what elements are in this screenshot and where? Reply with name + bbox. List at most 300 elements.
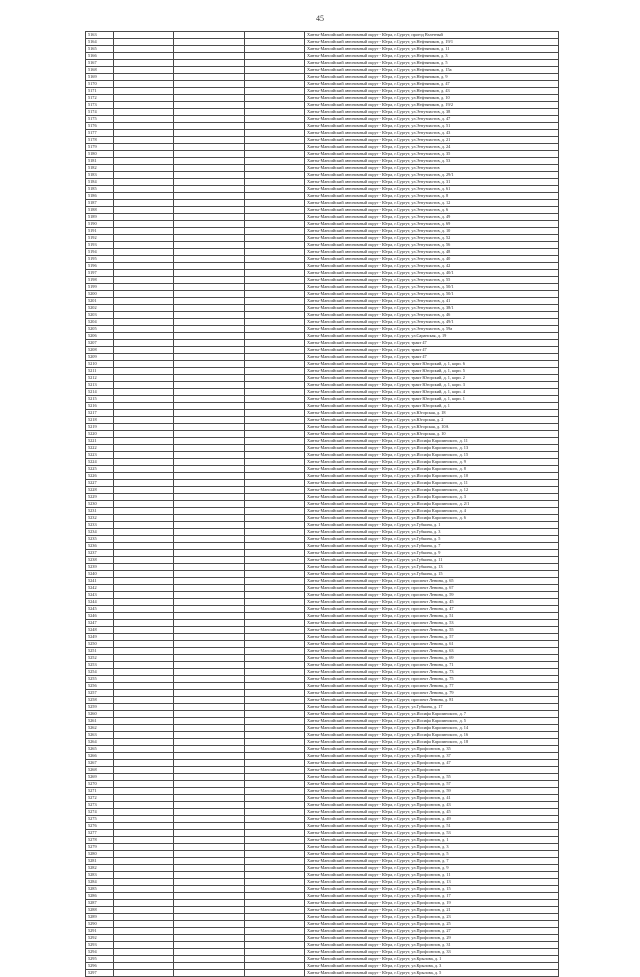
row-number: 5262 xyxy=(86,725,114,732)
cadastral-number xyxy=(114,704,174,711)
row-number: 5189 xyxy=(86,214,114,221)
cadastral-number xyxy=(245,886,305,893)
row-number: 5241 xyxy=(86,578,114,585)
table-row xyxy=(86,641,559,648)
row-number: 5294 xyxy=(86,949,114,956)
address xyxy=(305,578,559,585)
cadastral-number xyxy=(245,564,305,571)
address-prefix: Ханты-Мансийский автономный округ - Югра, г.Сургут, xyxy=(307,305,412,310)
cadastral-number xyxy=(245,312,305,319)
row-number: 5224 xyxy=(86,459,114,466)
address-detail: ул.Энтузиастов, д. 29/1 xyxy=(411,172,454,177)
table-row xyxy=(86,949,559,956)
cadastral-number xyxy=(245,235,305,242)
cadastral-number xyxy=(114,130,174,137)
address-detail: ул.Нефтяников, д. 5 xyxy=(411,60,448,65)
table-row xyxy=(86,221,559,228)
cadastral-number xyxy=(174,606,245,613)
cadastral-number xyxy=(245,396,305,403)
address xyxy=(305,655,559,662)
address xyxy=(305,445,559,452)
cadastral-number xyxy=(174,942,245,949)
cadastral-number xyxy=(114,312,174,319)
cadastral-number xyxy=(245,123,305,130)
address-detail: ул.Иосифа Каролинского, д. 11 xyxy=(411,438,468,443)
address xyxy=(305,396,559,403)
cadastral-number xyxy=(174,669,245,676)
address-prefix: Ханты-Мансийский автономный округ - Югра, г.Сургут, xyxy=(307,417,412,422)
row-number: 5271 xyxy=(86,788,114,795)
address xyxy=(305,634,559,641)
row-number: 5198 xyxy=(86,277,114,284)
cadastral-number xyxy=(114,683,174,690)
table-row xyxy=(86,802,559,809)
table-row xyxy=(86,697,559,704)
cadastral-number xyxy=(245,830,305,837)
address-detail: ул.Энтузиастов, д. 24 xyxy=(411,144,451,149)
address xyxy=(305,39,559,46)
table-row xyxy=(86,746,559,753)
cadastral-number xyxy=(245,774,305,781)
cadastral-number xyxy=(114,74,174,81)
address-detail: ул.Профсоюзов, д. 9 xyxy=(411,865,449,870)
cadastral-number xyxy=(114,46,174,53)
cadastral-number xyxy=(114,620,174,627)
cadastral-number xyxy=(114,809,174,816)
address-prefix: Ханты-Мансийский автономный округ - Югра, г.Сургут, xyxy=(307,900,412,905)
table-row xyxy=(86,452,559,459)
table-row xyxy=(86,606,559,613)
table-row xyxy=(86,88,559,95)
table-row xyxy=(86,592,559,599)
cadastral-number xyxy=(114,522,174,529)
address xyxy=(305,144,559,151)
address xyxy=(305,809,559,816)
address xyxy=(305,151,559,158)
table-row xyxy=(86,928,559,935)
address-detail: проспект Ленина, д. 71 xyxy=(411,662,454,667)
cadastral-number xyxy=(245,599,305,606)
cadastral-number xyxy=(245,424,305,431)
cadastral-number xyxy=(114,886,174,893)
cadastral-number xyxy=(174,249,245,256)
cadastral-number xyxy=(174,613,245,620)
address xyxy=(305,767,559,774)
cadastral-number xyxy=(245,200,305,207)
cadastral-number xyxy=(114,907,174,914)
address-prefix: Ханты-Мансийский автономный округ - Югра, г.Сургут, xyxy=(307,333,412,338)
row-number: 5199 xyxy=(86,284,114,291)
address-prefix: Ханты-Мансийский автономный округ - Югра, г.Сургут, xyxy=(307,53,412,58)
cadastral-number xyxy=(245,585,305,592)
cadastral-number xyxy=(174,480,245,487)
address xyxy=(305,130,559,137)
cadastral-number xyxy=(174,963,245,970)
address-prefix: Ханты-Мансийский автономный округ - Югра, г.Сургут, xyxy=(307,655,412,660)
address xyxy=(305,872,559,879)
cadastral-number xyxy=(174,438,245,445)
table-row xyxy=(86,333,559,340)
table-row xyxy=(86,235,559,242)
address-prefix: Ханты-Мансийский автономный округ - Югра, г.Сургут, xyxy=(307,340,412,345)
table-row xyxy=(86,522,559,529)
cadastral-number xyxy=(174,67,245,74)
address-prefix: Ханты-Мансийский автономный округ - Югра, г.Сургут, xyxy=(307,788,412,793)
cadastral-number xyxy=(114,193,174,200)
address-prefix: Ханты-Мансийский автономный округ - Югра, г.Сургут, xyxy=(307,886,412,891)
address xyxy=(305,389,559,396)
address-prefix: Ханты-Мансийский автономный округ - Югра, г.Сургут, xyxy=(307,683,412,688)
cadastral-number xyxy=(174,179,245,186)
address-detail: проспект Ленина, д. 59 xyxy=(411,592,454,597)
row-number: 5165 xyxy=(86,46,114,53)
table-row xyxy=(86,291,559,298)
address-prefix: Ханты-Мансийский автономный округ - Югра, г.Сургут, xyxy=(307,221,412,226)
cadastral-number xyxy=(114,487,174,494)
table-row xyxy=(86,249,559,256)
address-detail: ул.Губкина, д. 11 xyxy=(411,557,443,562)
address xyxy=(305,886,559,893)
address xyxy=(305,207,559,214)
row-number: 5231 xyxy=(86,508,114,515)
row-number: 5222 xyxy=(86,445,114,452)
cadastral-number xyxy=(114,361,174,368)
address-detail: ул.Иосифа Каролинского, д. 4 xyxy=(411,508,466,513)
cadastral-number xyxy=(114,403,174,410)
row-number: 5232 xyxy=(86,515,114,522)
address-prefix: Ханты-Мансийский автономный округ - Югра, г.Сургут, xyxy=(307,256,412,261)
table-row xyxy=(86,634,559,641)
cadastral-number xyxy=(245,809,305,816)
cadastral-number xyxy=(245,515,305,522)
address-detail: ул.Энтузиастов, д. 35 xyxy=(411,151,451,156)
cadastral-number xyxy=(114,697,174,704)
address-prefix: Ханты-Мансийский автономный округ - Югра, г.Сургут, xyxy=(307,242,412,247)
table-row xyxy=(86,172,559,179)
cadastral-number xyxy=(114,634,174,641)
row-number: 5194 xyxy=(86,249,114,256)
cadastral-number xyxy=(174,466,245,473)
address xyxy=(305,375,559,382)
row-number: 5188 xyxy=(86,207,114,214)
table-row xyxy=(86,690,559,697)
cadastral-number xyxy=(174,571,245,578)
address-detail: ул.Нефтяников, д. 19/2 xyxy=(411,102,453,107)
row-number: 5167 xyxy=(86,60,114,67)
cadastral-number xyxy=(114,102,174,109)
cadastral-number xyxy=(245,445,305,452)
address-prefix: Ханты-Мансийский автономный округ - Югра, г.Сургут, xyxy=(307,473,412,478)
table-row xyxy=(86,130,559,137)
address-detail: ул.Энтузиастов, д. 12 xyxy=(411,200,451,205)
address-prefix: Ханты-Мансийский автономный округ - Югра, г.Сургут, xyxy=(307,102,412,107)
cadastral-number xyxy=(114,529,174,536)
cadastral-number xyxy=(114,802,174,809)
address xyxy=(305,466,559,473)
address-detail: ул.Энтузиастов, д. 40 xyxy=(411,256,451,261)
cadastral-number xyxy=(174,879,245,886)
address-detail: ул.Энтузиастов, д. 6 xyxy=(411,207,449,212)
table-row xyxy=(86,53,559,60)
cadastral-number xyxy=(245,697,305,704)
address-detail: ул.Иосифа Каролинского, д. 3 xyxy=(411,494,466,499)
cadastral-number xyxy=(174,928,245,935)
address-detail: ул.Профсоюзов, д. 27 xyxy=(411,928,451,933)
address xyxy=(305,382,559,389)
cadastral-number xyxy=(174,522,245,529)
table-row xyxy=(86,508,559,515)
address-prefix: Ханты-Мансийский автономный округ - Югра, г.Сургут, xyxy=(307,711,412,716)
address xyxy=(305,837,559,844)
address-prefix: Ханты-Мансийский автономный округ - Югра, г.Сургут, xyxy=(307,753,412,758)
address-detail: ул.Профсоюзов, д. 31 xyxy=(411,942,451,947)
cadastral-number xyxy=(174,291,245,298)
cadastral-number xyxy=(245,263,305,270)
address-prefix: Ханты-Мансийский автономный округ - Югра, г.Сургут, xyxy=(307,235,412,240)
row-number: 5253 xyxy=(86,662,114,669)
cadastral-number xyxy=(114,459,174,466)
cadastral-number xyxy=(245,165,305,172)
address xyxy=(305,774,559,781)
address-prefix: Ханты-Мансийский автономный округ - Югра, г.Сургут, xyxy=(307,39,412,44)
address-prefix: Ханты-Мансийский автономный округ - Югра, г.Сургут, xyxy=(307,725,412,730)
address xyxy=(305,158,559,165)
cadastral-number xyxy=(245,473,305,480)
row-number: 5192 xyxy=(86,235,114,242)
cadastral-number xyxy=(245,354,305,361)
address xyxy=(305,676,559,683)
address-prefix: Ханты-Мансийский автономный округ - Югра, г.Сургут, xyxy=(307,508,412,513)
cadastral-number xyxy=(174,494,245,501)
address xyxy=(305,788,559,795)
address-detail: ул.Иосифа Каролинского, д. 11 xyxy=(411,480,468,485)
cadastral-number xyxy=(114,431,174,438)
cadastral-number xyxy=(114,865,174,872)
table-row xyxy=(86,907,559,914)
address-detail: ул.Профсоюзов, д. 29 xyxy=(411,935,451,940)
table-row xyxy=(86,613,559,620)
cadastral-number xyxy=(174,263,245,270)
cadastral-number xyxy=(174,431,245,438)
cadastral-number xyxy=(245,669,305,676)
table-row xyxy=(86,970,559,977)
row-number: 5223 xyxy=(86,452,114,459)
table-row xyxy=(86,942,559,949)
cadastral-number xyxy=(245,361,305,368)
address-prefix: Ханты-Мансийский автономный округ - Югра, г.Сургут, xyxy=(307,781,412,786)
cadastral-number xyxy=(245,816,305,823)
row-number: 5263 xyxy=(86,732,114,739)
row-number: 5275 xyxy=(86,816,114,823)
row-number: 5190 xyxy=(86,221,114,228)
address-detail: ул.Энтузиастов, д. 49/1 xyxy=(411,319,454,324)
row-number: 5186 xyxy=(86,193,114,200)
cadastral-number xyxy=(245,494,305,501)
address-prefix: Ханты-Мансийский автономный округ - Югра, г.Сургут, xyxy=(307,109,412,114)
address xyxy=(305,956,559,963)
cadastral-number xyxy=(245,256,305,263)
address-prefix: Ханты-Мансийский автономный округ - Югра, г.Сургут, xyxy=(307,375,412,380)
table-row xyxy=(86,732,559,739)
address-prefix: Ханты-Мансийский автономный округ - Югра, г.Сургут, xyxy=(307,158,412,163)
cadastral-number xyxy=(114,179,174,186)
address xyxy=(305,585,559,592)
cadastral-number xyxy=(174,704,245,711)
row-number: 5284 xyxy=(86,879,114,886)
address-prefix: Ханты-Мансийский автономный округ - Югра, г.Сургут, xyxy=(307,893,412,898)
address xyxy=(305,200,559,207)
cadastral-number xyxy=(114,270,174,277)
row-number: 5255 xyxy=(86,676,114,683)
address-prefix: Ханты-Мансийский автономный округ - Югра, г.Сургут, xyxy=(307,438,412,443)
cadastral-number xyxy=(114,662,174,669)
address-detail: ул.Профсоюзов, д. 43 xyxy=(411,802,451,807)
row-number: 5202 xyxy=(86,305,114,312)
address-detail: ул.Нефтяников, д. 11 xyxy=(411,46,450,51)
cadastral-number xyxy=(174,60,245,67)
cadastral-number xyxy=(245,277,305,284)
address-detail: тракт Югорский, д. 1, корп. 4 xyxy=(411,389,465,394)
table-row xyxy=(86,529,559,536)
cadastral-number xyxy=(174,830,245,837)
cadastral-number xyxy=(114,816,174,823)
address-detail: ул.Губкина, д. 5 xyxy=(411,536,441,541)
address xyxy=(305,263,559,270)
address-prefix: Ханты-Мансийский автономный округ - Югра, г.Сургут, xyxy=(307,963,412,968)
cadastral-number xyxy=(245,382,305,389)
row-number: 5250 xyxy=(86,641,114,648)
table-row xyxy=(86,844,559,851)
cadastral-number xyxy=(174,865,245,872)
address xyxy=(305,697,559,704)
cadastral-number xyxy=(174,907,245,914)
row-number: 5233 xyxy=(86,522,114,529)
table-row xyxy=(86,165,559,172)
table-row xyxy=(86,123,559,130)
cadastral-number xyxy=(174,788,245,795)
address xyxy=(305,438,559,445)
cadastral-number xyxy=(174,655,245,662)
cadastral-number xyxy=(114,375,174,382)
row-number: 5212 xyxy=(86,375,114,382)
address-prefix: Ханты-Мансийский автономный округ - Югра, г.Сургут, xyxy=(307,389,412,394)
table-row xyxy=(86,872,559,879)
cadastral-number xyxy=(245,606,305,613)
cadastral-number xyxy=(174,396,245,403)
cadastral-number xyxy=(114,872,174,879)
address xyxy=(305,46,559,53)
address xyxy=(305,662,559,669)
table-row xyxy=(86,543,559,550)
address xyxy=(305,74,559,81)
row-number: 5293 xyxy=(86,942,114,949)
address-detail: ул.Югорская, д. 2 xyxy=(411,417,444,422)
cadastral-number xyxy=(174,95,245,102)
cadastral-number xyxy=(114,39,174,46)
cadastral-number xyxy=(114,956,174,963)
address xyxy=(305,193,559,200)
row-number: 5229 xyxy=(86,494,114,501)
address-prefix: Ханты-Мансийский автономный округ - Югра, г.Сургут, xyxy=(307,634,412,639)
cadastral-number xyxy=(114,760,174,767)
address xyxy=(305,704,559,711)
address xyxy=(305,214,559,221)
table-row xyxy=(86,865,559,872)
cadastral-number xyxy=(114,732,174,739)
address xyxy=(305,823,559,830)
cadastral-number xyxy=(245,935,305,942)
row-number: 5203 xyxy=(86,312,114,319)
row-number: 5169 xyxy=(86,74,114,81)
address-detail: проспект Ленина, д. 67 xyxy=(411,585,454,590)
table-row xyxy=(86,711,559,718)
address-detail: ул.Иосифа Каролинского, д. 15 xyxy=(411,452,469,457)
address-detail: ул.Крылова, д. 1 xyxy=(411,956,442,961)
address-prefix: Ханты-Мансийский автономный округ - Югра, г.Сургут, xyxy=(307,263,412,268)
row-number: 5259 xyxy=(86,704,114,711)
table-row xyxy=(86,718,559,725)
address-prefix: Ханты-Мансийский автономный округ - Югра, г.Сургут, xyxy=(307,809,412,814)
address-prefix: Ханты-Мансийский автономный округ - Югра, г.Сургут, xyxy=(307,613,412,618)
address-prefix: Ханты-Мансийский автономный округ - Югра, г.Сургут, xyxy=(307,823,412,828)
cadastral-number xyxy=(174,648,245,655)
address-prefix: Ханты-Мансийский автономный округ - Югра, г.Сургут, xyxy=(307,732,412,737)
cadastral-number xyxy=(174,354,245,361)
address-detail: тракт 47 xyxy=(411,347,427,352)
address-prefix: Ханты-Мансийский автономный округ - Югра, г.Сургут, xyxy=(307,200,412,205)
address xyxy=(305,515,559,522)
row-number: 5173 xyxy=(86,102,114,109)
table-row xyxy=(86,501,559,508)
cadastral-number xyxy=(114,613,174,620)
row-number: 5257 xyxy=(86,690,114,697)
cadastral-number xyxy=(245,851,305,858)
row-number: 5218 xyxy=(86,417,114,424)
table-row xyxy=(86,312,559,319)
table-row xyxy=(86,32,559,39)
cadastral-number xyxy=(245,781,305,788)
cadastral-number xyxy=(114,172,174,179)
table-row xyxy=(86,242,559,249)
cadastral-number xyxy=(114,739,174,746)
address-prefix: Ханты-Мансийский автономный округ - Югра, г.Сургут, xyxy=(307,676,412,681)
address xyxy=(305,592,559,599)
cadastral-number xyxy=(114,228,174,235)
cadastral-number xyxy=(245,410,305,417)
table-row xyxy=(86,781,559,788)
address-detail: ул.Профсоюзов, д. 59 xyxy=(411,788,451,793)
address xyxy=(305,543,559,550)
row-number: 5230 xyxy=(86,501,114,508)
address-prefix: Ханты-Мансийский автономный округ - Югра, г.Сургут, xyxy=(307,172,412,177)
cadastral-number xyxy=(245,186,305,193)
row-number: 5297 xyxy=(86,970,114,977)
address xyxy=(305,403,559,410)
address-detail: тракт Югорский, д. 1, корп. 2 xyxy=(411,375,465,380)
cadastral-number xyxy=(174,697,245,704)
address-detail: тракт 47 xyxy=(411,340,427,345)
row-number: 5285 xyxy=(86,886,114,893)
cadastral-number xyxy=(114,830,174,837)
cadastral-number xyxy=(245,270,305,277)
cadastral-number xyxy=(174,914,245,921)
row-number: 5270 xyxy=(86,781,114,788)
cadastral-number xyxy=(245,340,305,347)
address-prefix: Ханты-Мансийский автономный округ - Югра, г.Сургут, xyxy=(307,270,412,275)
address xyxy=(305,249,559,256)
address-prefix: Ханты-Мансийский автономный округ - Югра, г.Сургут, xyxy=(307,879,412,884)
row-number: 5164 xyxy=(86,39,114,46)
